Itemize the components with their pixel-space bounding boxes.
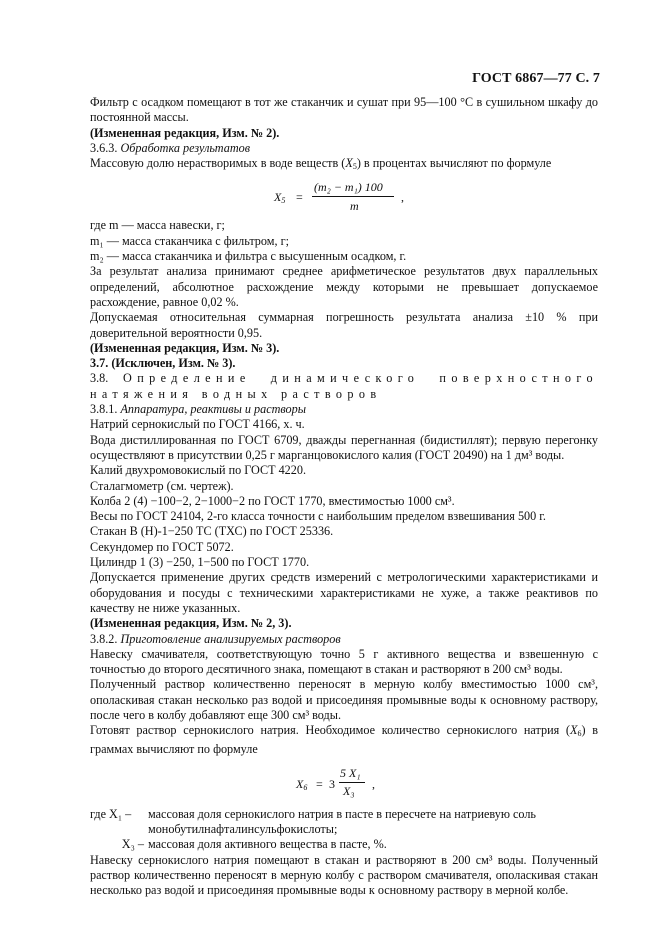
section-heading — [90, 402, 598, 417]
formula-coefficient: 3 — [329, 776, 335, 791]
text: ) в процентах вычисляют по формуле — [356, 156, 552, 171]
variable: X — [345, 156, 353, 171]
equals-sign: = — [316, 776, 323, 791]
amendment-note: (Измененная редакция, Изм. № 2, 3). — [90, 616, 292, 631]
formula-numerator: 5 X₁ — [340, 765, 361, 780]
section-number: 3.8.1. — [90, 402, 118, 417]
legend-row — [90, 837, 598, 852]
text: Массовую долю нерастворимых в воде веществ ( — [90, 156, 346, 171]
section-title: Приготовление анализируемых растворов — [120, 631, 341, 646]
paragraph — [90, 95, 598, 126]
list-item: Секундомер по ГОСТ 5072. — [90, 539, 234, 554]
legend-line: m₂ — масса стаканчика и фильтра с высушенным осадком, г. — [90, 249, 407, 264]
subscript: 6 — [577, 729, 582, 739]
legend-line: m₁ — масса стаканчика с фильтром, г; — [90, 233, 289, 248]
section-number: 3.8. — [90, 371, 109, 386]
list-item: Весы по ГОСТ 24104, 2-го класса точности с наибольшим пределом взвешивания 500 г. — [90, 509, 546, 524]
section-number: 3.8.2. — [90, 631, 118, 646]
legend-line: где m — масса навески, г; — [90, 218, 225, 233]
paragraph — [90, 723, 598, 757]
legend-symbol: X₃ – — [121, 837, 144, 852]
formula-denominator: m — [350, 199, 359, 214]
page-header: ГОСТ 6867—77 С. 7 — [472, 71, 600, 86]
formula-x5 — [90, 174, 598, 218]
fraction-line — [339, 782, 365, 783]
list-item: Стакан В (Н)-1−250 ТС (ТХС) по ГОСТ 25336. — [90, 524, 334, 539]
legend-text: массовая доля активного вещества в пасте, %. — [148, 837, 387, 852]
text: ) в граммах вычисляют по формуле — [90, 723, 598, 756]
section-heading — [90, 141, 598, 156]
legend-row — [90, 807, 598, 838]
formula-numerator: (m₂ − m₁) 100 — [314, 180, 383, 195]
variable: X — [569, 723, 578, 738]
paragraph: Навеску смачивателя, соответствующую точно 5 г активного вещества и взвешенную с точностью до второго десятичного знака, помещают в стакан и растворяют в 200 см³ воды. — [90, 646, 598, 677]
section-title: Определение динамического поверхностного натяжения водных растворов — [90, 371, 598, 401]
list-item: Калий двухромовокислый по ГОСТ 4220. — [90, 463, 306, 478]
document-body — [90, 95, 598, 899]
subscript: 5 — [352, 162, 357, 172]
subscript: 5 — [281, 196, 286, 206]
list-item: Натрий сернокислый по ГОСТ 4166, х. ч. — [90, 417, 305, 432]
text: Готовят раствор сернокислого натрия. Необходимое количество сернокислого натрия ( — [90, 723, 570, 738]
list-item: Колба 2 (4) −100−2, 2−1000−2 по ГОСТ 1770, вместимостью 1000 см³. — [90, 493, 455, 508]
paragraph: Допускается применение других средств измерений с метрологическими характеристиками и оборудования и посуды с техническими характеристиками не хуже, а также реактивов по качеству не ниже указанных. — [90, 570, 598, 615]
amendment-note: (Измененная редакция, Изм. № 3). — [90, 340, 280, 355]
comma: , — [372, 776, 375, 791]
fraction-line — [312, 196, 394, 197]
excluded-section: 3.7. (Исключен, Изм. № 3). — [90, 356, 236, 371]
section-number: 3.6.3. — [90, 140, 118, 155]
paragraph: Полученный раствор количественно переносят в мерную колбу вместимостью 1000 см³, ополаскивая стакан несколько раз водой и присоединяя промывные воды к основному раствору, после чего в колбу добавляют еще 300 см³ воды. — [90, 677, 598, 722]
legend-symbol: где X₁ – — [90, 806, 132, 821]
section-title: Обработка результатов — [120, 140, 251, 155]
amendment-note: (Измененная редакция, Изм. № 2). — [90, 125, 280, 140]
formula-x6 — [90, 757, 598, 807]
list-item: Вода дистиллированная по ГОСТ 6709, дважды перегнанная (бидистиллят); первую перегонку осуществляют в присутствии 0,25 г марганцовокислого калия (ГОСТ 20490) на 1 дм³ воды. — [90, 432, 598, 462]
subscript: 6 — [303, 782, 308, 792]
legend-text: массовая доля сернокислого натрия в пасте в пересчете на натриевую соль монобутилнафталинсульфокислоты; — [148, 806, 536, 837]
section-title: Аппаратура, реактивы и растворы — [120, 402, 306, 417]
paragraph: Навеску сернокислого натрия помещают в стакан и растворяют в 200 см³ воды. Полученный раствор количественно переносят в мерную колбу с раствором смачивателя, ополаскивая стакан несколько раз водой и присоединяя промывные воды к основному раствору в мерной колбе. — [90, 852, 598, 898]
list-item: Цилиндр 1 (3) −250, 1−500 по ГОСТ 1770. — [90, 555, 310, 570]
paragraph: Допускаемая относительная суммарная погрешность результата анализа ±10 % при доверительной вероятности 0,95. — [90, 310, 598, 340]
formula-denominator: X₃ — [343, 783, 355, 798]
comma: , — [401, 190, 404, 205]
list-item: Сталагмометр (см. чертеж). — [90, 478, 234, 493]
section-heading — [90, 632, 598, 647]
formula-lhs: X — [274, 190, 282, 205]
section-heading — [90, 371, 598, 402]
paragraph: За результат анализа принимают среднее арифметическое результатов двух параллельных определений, абсолютное расхождение между которыми не превышает допускаемое расхождение, равное 0,02 %. — [90, 264, 598, 309]
formula-lhs: X — [296, 776, 304, 791]
paragraph — [90, 156, 598, 174]
text: Фильтр с осадком помещают в тот же стаканчик и сушат при 95—100 °С в сушильном шкафу до постоянной массы. — [90, 95, 598, 125]
equals-sign: = — [296, 190, 303, 205]
